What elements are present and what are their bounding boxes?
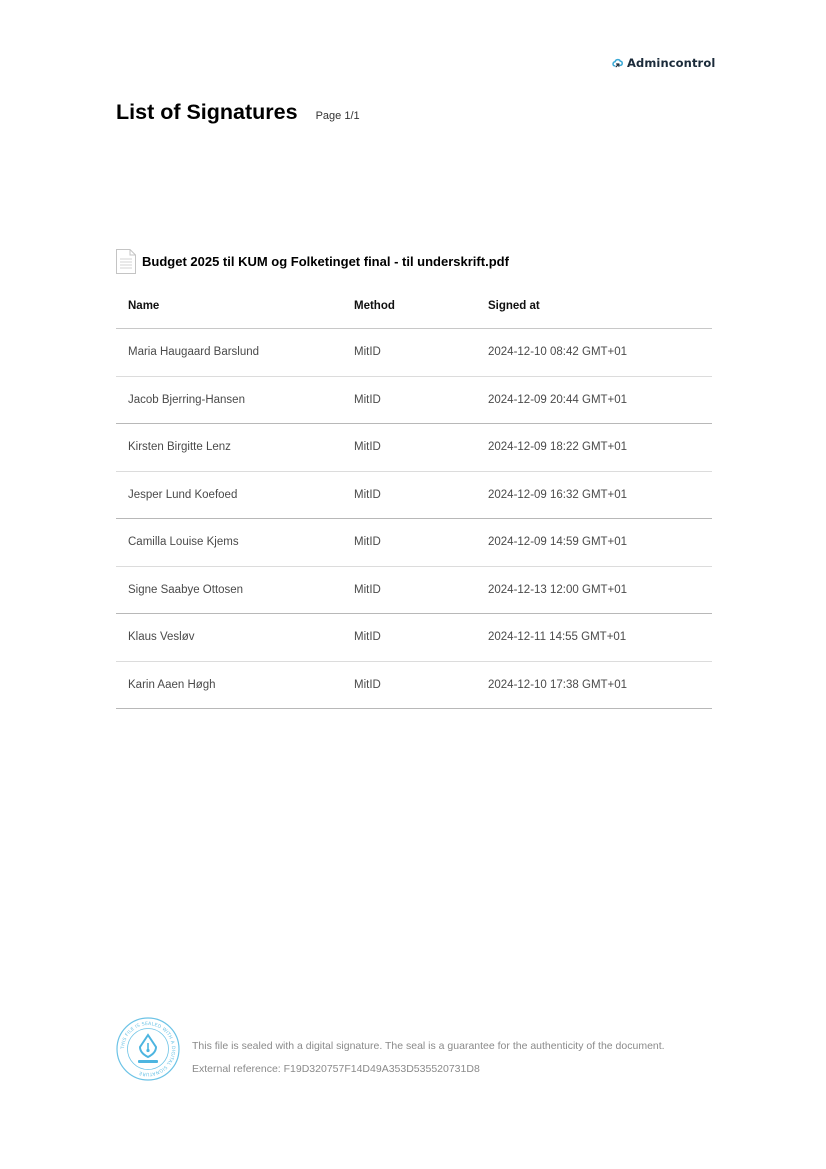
signatures-table bbox=[116, 283, 712, 709]
column-header-name: Name bbox=[128, 299, 160, 312]
admincontrol-logo-icon bbox=[611, 57, 624, 70]
signing-method: MitID bbox=[354, 488, 381, 501]
signing-method: MitID bbox=[354, 678, 381, 691]
digital-seal-icon bbox=[116, 1017, 180, 1081]
signer-name: Jesper Lund Koefoed bbox=[128, 488, 238, 501]
signer-name: Klaus Vesløv bbox=[128, 631, 195, 644]
admincontrol-logo bbox=[611, 56, 715, 70]
table-row bbox=[116, 614, 712, 662]
table-row bbox=[116, 662, 712, 710]
external-reference: External reference: F19D320757F14D49A353D535520731D8 bbox=[192, 1063, 480, 1075]
signer-name: Kirsten Birgitte Lenz bbox=[128, 441, 231, 454]
table-row bbox=[116, 377, 712, 425]
document-icon bbox=[115, 248, 137, 275]
table-row bbox=[116, 567, 712, 615]
signing-method: MitID bbox=[354, 393, 381, 406]
signed-at: 2024-12-11 14:55 GMT+01 bbox=[488, 631, 627, 644]
signing-method: MitID bbox=[354, 441, 381, 454]
signer-name: Camilla Louise Kjems bbox=[128, 536, 239, 549]
signer-name: Karin Aaen Høgh bbox=[128, 678, 216, 691]
seal-notice: This file is sealed with a digital signature. The seal is a guarantee for the authenticity of the document. bbox=[192, 1040, 665, 1052]
signed-at: 2024-12-09 16:32 GMT+01 bbox=[488, 488, 628, 501]
table-header-row bbox=[116, 283, 712, 329]
signer-name: Signe Saabye Ottosen bbox=[128, 583, 244, 596]
signing-method: MitID bbox=[354, 536, 381, 549]
logo-text: Admincontrol bbox=[627, 56, 716, 70]
table-row bbox=[116, 329, 712, 377]
file-heading bbox=[115, 248, 509, 275]
column-header-method: Method bbox=[354, 299, 395, 312]
svg-text:THIS FILE IS SEALED WITH A DIG: THIS FILE IS SEALED WITH A DIGITAL SIGNATURE bbox=[120, 1021, 176, 1077]
table-row bbox=[116, 424, 712, 472]
signed-at: 2024-12-09 14:59 GMT+01 bbox=[488, 536, 628, 549]
title-row bbox=[116, 100, 360, 125]
signed-at: 2024-12-10 08:42 GMT+01 bbox=[488, 346, 628, 359]
signer-name: Maria Haugaard Barslund bbox=[128, 346, 260, 359]
page-title: List of Signatures bbox=[116, 100, 298, 124]
table-row bbox=[116, 472, 712, 520]
table-row bbox=[116, 519, 712, 567]
column-header-signed-at: Signed at bbox=[488, 299, 540, 312]
signing-method: MitID bbox=[354, 583, 381, 596]
digital-seal bbox=[116, 1017, 180, 1081]
page-number: Page 1/1 bbox=[315, 110, 360, 122]
signing-method: MitID bbox=[354, 346, 381, 359]
signed-at: 2024-12-09 18:22 GMT+01 bbox=[488, 441, 628, 454]
signed-at: 2024-12-13 12:00 GMT+01 bbox=[488, 583, 628, 596]
signed-at: 2024-12-09 20:44 GMT+01 bbox=[488, 393, 628, 406]
signing-method: MitID bbox=[354, 631, 381, 644]
signer-name: Jacob Bjerring-Hansen bbox=[128, 393, 245, 406]
signed-at: 2024-12-10 17:38 GMT+01 bbox=[488, 678, 628, 691]
file-name: Budget 2025 til KUM og Folketinget final - til underskrift.pdf bbox=[142, 254, 509, 269]
